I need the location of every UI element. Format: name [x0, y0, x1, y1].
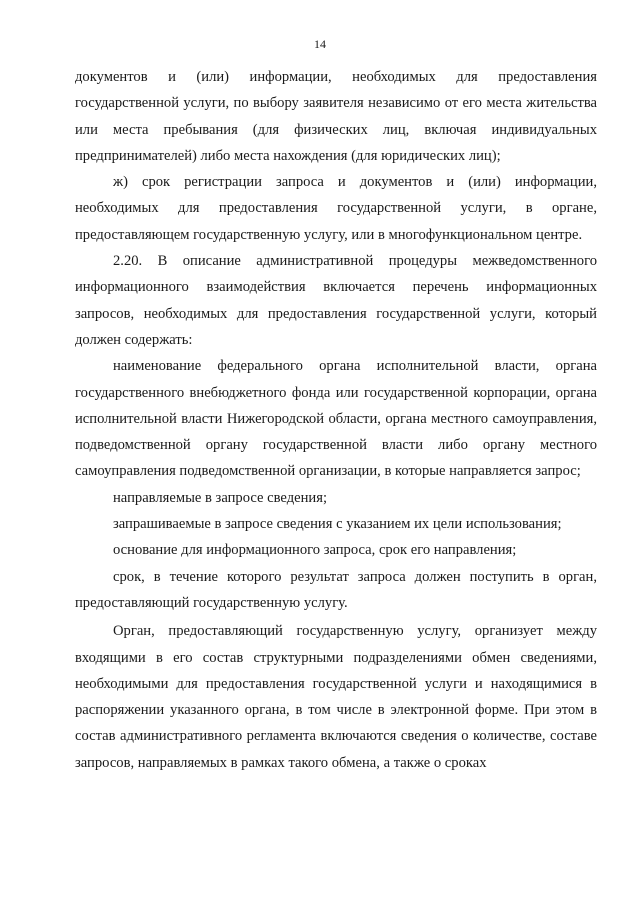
paragraph-exchange: Орган, предоставляющий государственную услугу, организует между входящими в его состав структурными подразделениями обмен сведениями, необходимыми для предоставления государственной услуги и находящимися в распоряжении указанного органа, в том числе в электронной форме. При этом в состав административного регламента включаются сведения о количестве, составе запросов, направляемых в рамках такого обмена, а также о сроках	[75, 623, 597, 771]
paragraph-continuation: документов и (или) информации, необходимых для предоставления государственной услуги, по выбору заявителя независимо от его места жительства или места пребывания (для физических лиц, включая индивидуальных предпринимателей) либо места нахождения (для юридических лиц);	[75, 69, 597, 164]
paragraph-list-item: основание для информационного запроса, срок его направления;	[113, 542, 517, 559]
paragraph-list-item: наименование федерального органа исполнительной власти, органа государственного внебюджетного фонда или государственной корпорации, органа исполнительной власти Нижегородской области, органа местного самоуправления, подведомственной органу государственной власти либо органу местного самоуправления подведомственной организации, в которые направляется запрос;	[75, 358, 597, 480]
document-body	[75, 64, 597, 776]
paragraph-item-zh: ж) срок регистрации запроса и документов и (или) информации, необходимых для предоставления государственной услуги, в органе, предоставляющем государственную услугу, или в многофункциональном центре.	[75, 174, 597, 243]
paragraph-section-2-20: 2.20. В описание административной процедуры межведомственного информационного взаимодействия включается перечень информационных запросов, необходимых для предоставления государственной услуги, который должен содержать:	[75, 253, 597, 348]
paragraph-list-item: направляемые в запросе сведения;	[113, 489, 328, 506]
paragraph-list-item: запрашиваемые в запросе сведения с указанием их цели использования;	[113, 516, 562, 533]
page-number: 14	[314, 37, 326, 51]
paragraph-list-item: срок, в течение которого результат запроса должен поступить в орган, предоставляющий государственную услугу.	[75, 568, 597, 611]
